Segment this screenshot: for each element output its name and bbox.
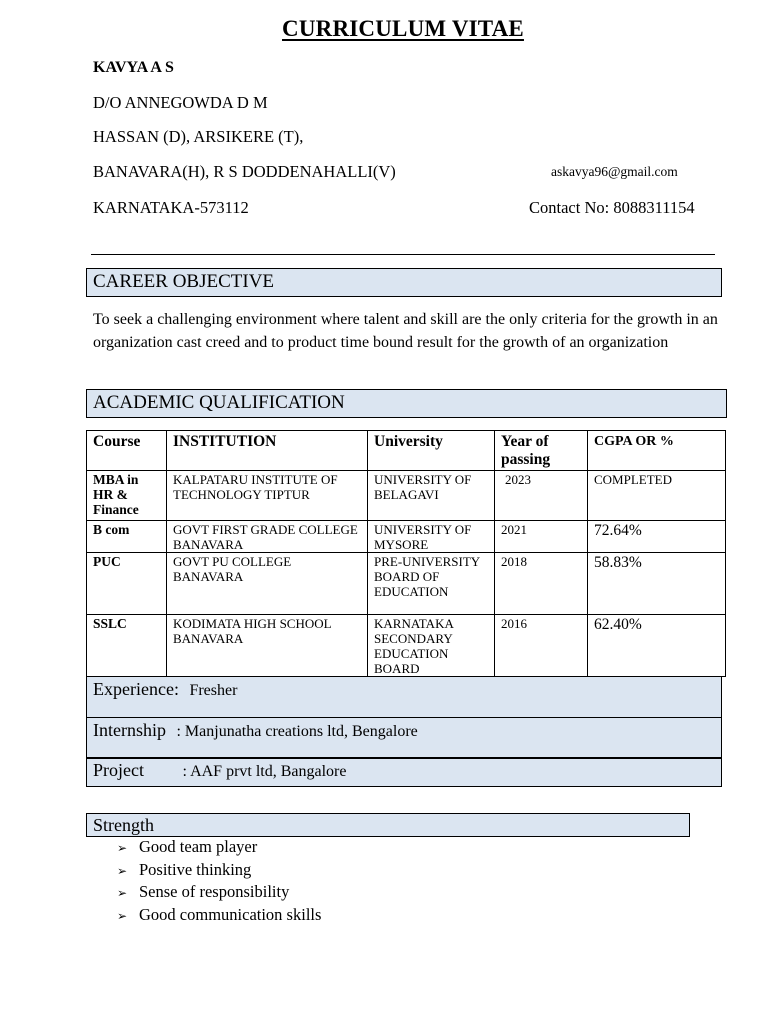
year-cell: 2018	[495, 553, 588, 615]
list-item	[117, 904, 321, 927]
year-cell: 2016	[495, 615, 588, 677]
internship-label: Internship	[93, 720, 166, 740]
arrow-bullet-icon: ➢	[117, 886, 128, 900]
address-line-4: KARNATAKA-573112	[93, 198, 249, 217]
cgpa-cell: 62.40%	[588, 615, 726, 677]
candidate-name: KAVYA A S	[93, 59, 174, 76]
course-cell: MBA in HR & Finance	[87, 471, 167, 521]
table-row	[87, 615, 726, 677]
year-cell: 2021	[495, 521, 588, 553]
cgpa-cell: 72.64%	[588, 521, 726, 553]
document-title: CURRICULUM VITAE	[282, 16, 524, 41]
strength-list	[117, 836, 321, 926]
project-label: Project	[93, 760, 144, 780]
strength-item: Good team player	[139, 837, 258, 856]
table-header-row	[87, 431, 726, 471]
column-header-university: University	[368, 431, 495, 471]
academic-qualification-heading: ACADEMIC QUALIFICATION	[86, 389, 727, 418]
column-header-course: Course	[87, 431, 167, 471]
institution-cell: GOVT FIRST GRADE COLLEGE BANAVARA	[167, 521, 368, 553]
cgpa-cell: COMPLETED	[588, 471, 726, 521]
institution-cell: GOVT PU COLLEGE BANAVARA	[167, 553, 368, 615]
experience-box	[86, 676, 722, 718]
strength-item: Good communication skills	[139, 904, 322, 924]
list-item	[117, 836, 321, 859]
university-cell: UNIVERSITY OF BELAGAVI	[368, 471, 495, 521]
list-item	[117, 859, 321, 882]
institution-cell: KODIMATA HIGH SCHOOL BANAVARA	[167, 615, 368, 677]
header-divider	[91, 254, 715, 255]
career-objective-heading: CAREER OBJECTIVE	[86, 268, 722, 297]
course-cell: PUC	[87, 553, 167, 615]
project-value: : AAF prvt ltd, Bangalore	[182, 763, 347, 780]
year-cell: 2023	[495, 471, 588, 521]
column-header-year: Year of passing	[495, 431, 588, 471]
list-item	[117, 881, 321, 904]
cgpa-cell: 58.83%	[588, 553, 726, 615]
career-objective-text: To seek a challenging environment where talent and skill are the only criteria for the growth in an organization cast creed and to product time bound result for the growth of an organization	[93, 311, 718, 351]
academic-table	[86, 430, 726, 677]
table-row	[87, 553, 726, 615]
course-cell: SSLC	[87, 615, 167, 677]
university-cell: PRE-UNIVERSITY BOARD OF EDUCATION	[368, 553, 495, 615]
table-row	[87, 521, 726, 553]
arrow-bullet-icon: ➢	[117, 841, 128, 855]
address-line-2: HASSAN (D), ARSIKERE (T),	[93, 127, 304, 146]
university-cell: KARNATAKA SECONDARY EDUCATION BOARD	[368, 615, 495, 677]
experience-label: Experience:	[93, 679, 179, 699]
table-row	[87, 471, 726, 521]
project-box	[86, 758, 722, 787]
strength-heading: Strength	[86, 813, 690, 837]
course-cell: B com	[87, 521, 167, 553]
arrow-bullet-icon: ➢	[117, 908, 128, 923]
university-cell: UNIVERSITY OF MYSORE	[368, 521, 495, 553]
email-address: askavya96@gmail.com	[551, 164, 678, 179]
strength-item: Sense of responsibility	[139, 882, 290, 901]
internship-box	[86, 717, 722, 758]
column-header-institution: INSTITUTION	[167, 431, 368, 471]
arrow-bullet-icon: ➢	[117, 863, 128, 878]
experience-value: Fresher	[189, 682, 238, 699]
address-line-1: D/O ANNEGOWDA D M	[93, 93, 268, 112]
address-line-3: BANAVARA(H), R S DODDENAHALLI(V)	[93, 162, 396, 181]
contact-number: Contact No: 8088311154	[529, 198, 695, 217]
strength-item: Positive thinking	[139, 859, 252, 879]
internship-value: : Manjunatha creations ltd, Bengalore	[176, 723, 418, 740]
institution-cell: KALPATARU INSTITUTE OF TECHNOLOGY TIPTUR	[167, 471, 368, 521]
column-header-cgpa: CGPA OR %	[588, 431, 726, 471]
